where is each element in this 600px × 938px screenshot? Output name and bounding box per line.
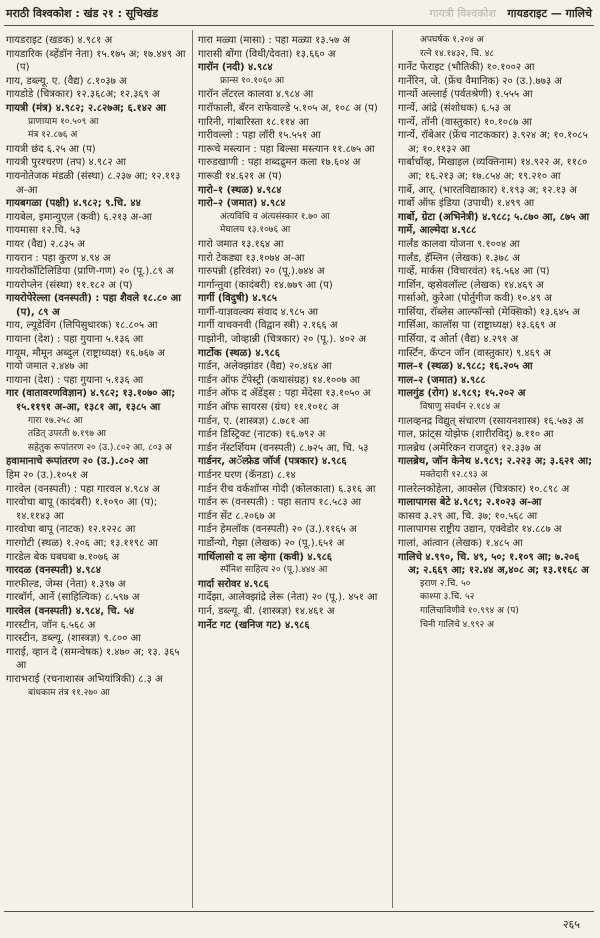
index-entry: गालब्रेथ, जॉन केनेथ ४.९८९; २.२२३ अ; ३.६२१ आ;	[398, 456, 593, 468]
index-entry: गारूचे मस्त्यान : पहा बिल्सा मस्त्यान ११.८७५ आ	[198, 143, 375, 155]
index-entry: गार्न्ये, तॉनी (वास्तुकार) १०.१०८७ आ	[398, 116, 532, 128]
index-subentry: इराण २.चि. ५०	[420, 578, 471, 589]
index-entry: गार्न, डब्ल्यू. बी. (शास्त्रज्ञ) १४.४६१ अ	[198, 605, 335, 617]
footer-rule	[4, 911, 594, 912]
index-entry: गारीवल्लो : पहा लॉरी १५.५५१ आ	[198, 130, 321, 142]
index-entry: गारो–१ (स्थळ) ४.९८४	[198, 184, 282, 196]
index-entry: गालां, आंत्वान (लेखक) १.४८५ आ	[398, 537, 523, 549]
index-entry: गार्नेरिन, जे. (फ्रेंच वैमानिक) २० (उ.).७७३ अ	[398, 75, 562, 87]
index-subentry: तडित् उपरती ७.१९७ आ	[28, 429, 106, 440]
index-entry: गायडराइट (खडक) ४.९८१ अ	[6, 35, 113, 46]
index-entry: गार (वातावरणविज्ञान) ४.९८२; १३.१०७० आ; १५.११९१ अ-आ, १३८१ आ, १३८५ आ	[6, 388, 176, 414]
index-entry: गारदळ (वनस्पती) ४.९८४	[6, 565, 101, 577]
index-entry: गार्न्यो अल्लाई (पर्वतश्रेणी) १.५५५ आ	[398, 89, 533, 101]
index-entry: गार्डन नॅस्टर्शियम (वनस्पती) ८.७२५ आ, चि. ५३	[198, 442, 369, 454]
index-entry: गार्सिया, द ओर्ता (वैद्य) ४.२९१ अ	[398, 334, 519, 346]
index-entry: गारो–२ (जमात) ४.९८४	[198, 198, 286, 210]
index-entry: गार्डन डिस्ट्रिक्ट (नाटक) १६.७९२ अ	[198, 429, 326, 441]
index-subentry: मक्तेदारी १२.८९३ अ	[420, 470, 488, 480]
index-entry: गार्डन ऑफ सायरस (ग्रंथ) ११.१०१८ अ	[198, 402, 339, 414]
index-entry: गारफील्ड, जेम्स (नेता) १.३९७ अ	[6, 578, 126, 590]
index-subentry: स्पॅनिश साहित्य २० (पू.).४४४ आ	[220, 565, 328, 576]
index-entry: गार्डन हेमलॉक (वनस्पती) २० (उ.).११६५ अ	[198, 524, 357, 536]
index-entry: गायो जमात २.४४७ आ	[6, 361, 89, 373]
index-entry: गालिचे ४.९९०, चि. ४९, ५०; १.१०९ आ; ७.२०६ अ; २.६६९ आ; १२.४४ अ,४०८ अ; १३.११६८ अ	[398, 551, 589, 577]
index-entry: गार्न्ये, रॉबेअर (फ्रेंच नाटककार) ३.९२४ अ; १०.१०८५ अ; १०.११३२ आ	[398, 130, 588, 155]
index-entry: गार्गी-याज्ञवल्क्य संवाद ४.९८५ आ	[198, 306, 319, 318]
index-entry: गालब्रेथ (अमेरिकन राजदूत) १२.३३७ अ	[398, 442, 542, 454]
index-entry: गार्गी वाचक्नवी (विद्वान स्त्री) २.१६६ अ	[198, 320, 338, 332]
index-entry: गायडोडे (चित्रकार) १२.३६८अ; १२.३६९ अ	[6, 89, 160, 101]
index-entry: गायाना (देश) : पहा गुयाना ५.१३६ आ	[6, 374, 144, 386]
index-entry: गार्डन, ए. (शास्त्रज्ञ) ८.७८१ आ	[198, 415, 309, 427]
index-entry: गार्डन रू (वनस्पती) : पहा सताप १८.५८३ आ	[198, 497, 361, 509]
page-number: २६५	[562, 918, 580, 931]
index-entry: गारासी बोंगा (विधी/देवता) १३.६६० अ	[198, 48, 336, 60]
index-entry: गार्डन, अलेक्झांडर (वैद्य) २०.४६४ आ	[198, 361, 332, 373]
index-subentry: सहेतुक रूपांतरण २० (उ.).८०२ आ, ८०३ अ	[28, 442, 172, 453]
column-divider-2	[392, 30, 393, 908]
index-entry: गायबेल, इमान्युएल (कवी) ६.२१३ अ-आ	[6, 211, 153, 223]
index-entry: गार्व्हे, मार्कस (विचारवंत) १६.५६४ आ (प)	[398, 266, 550, 278]
index-entry: गायरान : पहा कुरण ४.९४ अ	[6, 252, 111, 264]
index-subentry: रत्ने १४.१४३२, चि. ४८	[420, 48, 495, 59]
index-entry: गारबॉर्ग, आर्ने (साहित्यिक) ८.५९७ अ	[6, 592, 140, 604]
index-entry: गायरोकॉटिलिडिया (प्राणि-गण) २० (पू.).८९ अ	[6, 266, 174, 278]
index-subentry: विषाणु संवर्धन २.१८४ अ	[420, 402, 501, 413]
index-entry: गार्न्ये, आंद्रे (संशोधक) ६.५३ अ	[398, 102, 511, 114]
index-subentry: अपघर्षक १.२०४ अ	[420, 35, 484, 45]
index-entry: गायत्री छंद ६.२५ आ (प)	[6, 143, 96, 155]
index-subentry: काश्मा ३.चि. ५२	[420, 592, 475, 603]
index-entry: गारॉन लॅटरल कालवा ४.९८४ आ	[198, 89, 314, 101]
index-entry: गालापागस राष्ट्रीय उद्यान, एक्वेडोर १४.८८७ अ	[398, 524, 562, 536]
index-entry: गार्डन ऑफ द ॲडेंड्स : पहा मेंदेसा १३.१०५० अ	[198, 388, 371, 400]
index-entry: गार्गी (विदुषी) ४.९८५	[198, 293, 277, 305]
index-column-3	[398, 34, 594, 632]
index-entry: गालरेत्नकोहेला, आक्सेल (चित्रकार) १०.८९८ अ	[398, 483, 570, 495]
index-subentry: चिनी गालिचे ४.९९२ अ	[420, 619, 494, 630]
index-entry: गार्साओ, कुरेआ (पोर्तुगीज कवी) १०.४९ अ	[398, 293, 552, 305]
index-entry: गाय, डब्ल्यू. ए. (वैद्य) ८.१०३७ अ	[6, 75, 127, 87]
index-entry: गार्डनर, अॅल्फ्रेड जॉर्ज (पत्रकार) ४.९८६	[198, 456, 347, 468]
index-entry: गारो जमात १३.१६४ आ	[198, 238, 284, 250]
index-entry: गाल, फ्रांट्स योझेफ (शारीरविद्) ७.११० आ	[398, 429, 554, 441]
index-entry: गायत्री पुरश्चरण (तप) ४.९८२ आ	[6, 157, 126, 169]
index-entry: गारा मळ्या (मासा) : पहा मळ्या १३.५७ अ	[198, 35, 350, 46]
index-entry: गार्डनर घरण (कॅनडा) ८.१४	[198, 470, 296, 481]
header-range: गायडराइट — गालिचे	[507, 7, 592, 20]
index-entry: गार्देझा, आलेक्झांद्रे लेरू (नेता) २० (पू.). ४५१ आ	[198, 592, 378, 604]
index-entry: गारस्टीन, डब्ल्यू. (शास्त्रज्ञ) ९.८०० आ	[6, 633, 141, 645]
index-entry: गारवेल (वनस्पती) : पहा गारवल ४.९८४ अ	[6, 483, 160, 495]
index-entry: गायबगळा (पक्षी) ४.९८२; ९.चि. ४४	[6, 198, 141, 210]
index-entry: गारूडी १४.६२१ अ (प)	[198, 170, 282, 182]
index-subentry: अंत्यविधि व अंत्यसंस्कार १.७० आ	[220, 211, 330, 222]
header-rule	[4, 25, 594, 26]
index-entry: गार्नेट फेराइट (भौतिकी) १०.१००२ आ	[398, 62, 535, 74]
index-subentry: प्राणायाम १०.५०९ आ	[28, 116, 99, 127]
index-subentry: मेघालय १३.१०७६ आ	[220, 225, 291, 236]
index-entry: गायत्री (मंत्र) ४.९८२; २.८२७अ; ६.१४२ आ	[6, 102, 166, 114]
index-entry: गालापागस बेटे ४.९८९; २.१०२३ अ-आ	[398, 497, 542, 509]
index-entry: हवामानाचे रूपांतरण २० (उ.).८०२ आ	[6, 456, 148, 468]
index-entry: गायरोपेरेल्ला (वनस्पती) : पहा शैवले १८.८० आ (प), ८९ अ	[6, 293, 181, 318]
index-entry: गार्मे, आल्मेदा ४.९८८	[398, 225, 477, 237]
index-entry: गार्डन ऑफ टॅपेस्ट्री (कथासंग्रह) १४.१००७ आ	[198, 374, 360, 386]
index-entry: गार्शिन, व्हसेवलॉल्ट (लेखक) १४.४६९ अ	[398, 279, 544, 291]
index-entry: गार्डोन्यो, गेझा (लेखक) २० (पू.).६५१ अ	[198, 537, 345, 549]
index-entry: कासव ३.२९ आ, चि. ३७; १०.५६८ आ	[398, 510, 538, 522]
index-entry: गारुपन्नी (हरिवंश) २० (पू.).७४४ अ	[198, 266, 325, 278]
index-entry: गारॉन (नदी) ४.९८४	[198, 62, 273, 74]
index-entry: गायरोप्लेन (संस्था) ११.१८२ अ (प)	[6, 279, 133, 291]
index-entry: गाय, ल्यूडेविंग (लिपिसुधारक) १८.८०५ आ	[6, 320, 158, 332]
index-entry: गार्सिया, रॉब्लेस आल्फॉन्सो (मेक्सिको) १३.६४५ अ	[398, 306, 580, 318]
index-entry: गाराभराई (रचनाशास्त्र अभियांत्रिकी) ८.३ अ	[6, 673, 163, 685]
index-entry: गार्बो, ग्रेटा (अभिनेत्री) ४.९८८; ५.८७० आ, ८७५ आ	[398, 211, 590, 223]
index-entry: गाल–१ (स्थळ) ४.९८८; १६.२०५ आ	[398, 361, 533, 373]
index-entry: गार्स्टिन, कॅप्टन जॉन (वास्तुकार) ९.४६९ अ	[398, 347, 551, 359]
index-entry: गाल–२ (जमात) ४.९८८	[398, 374, 486, 386]
index-entry: गार्लंड कालवा योजना ९.१००४ आ	[398, 238, 520, 250]
index-entry: गारिनी, गांबारिस्ता १८.११४ आ	[198, 116, 309, 128]
index-entry: गारवेल (वनस्पती) ४.९८४, चि. ५४	[6, 605, 135, 617]
index-entry: हिम २० (उ.).१०५१ अ	[6, 470, 88, 481]
index-subentry: बांधकाम तंत्र ११.२७० आ	[28, 687, 110, 698]
index-entry: गारुडखाणी : पहा शब्दद्रुमन कला १७.६०४ अ	[198, 157, 361, 169]
index-entry: गारगोटी (स्थळ) १.२०६ आ; १३.११९८ आ	[6, 537, 158, 549]
index-entry: गायाना (देश) : पहा गुयाना ५.१३६ आ	[6, 334, 144, 346]
index-subentry: गारा १७.२५८ आ	[28, 415, 83, 426]
index-entry: गार्बो ऑफ इंडिया (उपाधी) १.४९९ आ	[398, 198, 535, 210]
index-entry: गायनोतेजक मंडळी (संस्था) ८.२३७ आ; १२.११३ अ-आ	[6, 170, 181, 196]
index-column-1	[6, 34, 188, 700]
index-entry: गार्गान्तुवा (कादंबरी) १४.७७९ आ (प)	[198, 279, 333, 291]
index-entry: गारो टेकड्या १३.१०७४ अ-आ	[198, 252, 305, 264]
header-right-title	[430, 6, 593, 21]
index-entry: गायमासा १२.चि. ५३	[6, 225, 81, 237]
index-entry: गाराई, व्हान दे (समन्वेषक) १.४७० अ; १३. ३६५ आ	[6, 646, 180, 672]
index-entry: गार्लंड, हॅम्लिन (लेखक) १.३७८ अ	[398, 252, 520, 264]
index-entry: गायूम, मौमून अब्दुल (राष्ट्राध्यक्ष) १६.७६७ अ	[6, 347, 165, 359]
header-ghost-text: गायत्री विश्वकोश	[429, 7, 496, 20]
index-entry: गार्दा सरोवर ४.९८६	[198, 578, 269, 590]
column-divider-1	[192, 30, 193, 908]
index-entry: गालगुंड (रोग) ४.९८९; १५.२०२ अ	[398, 388, 526, 400]
index-entry: गार्थिलासो द ला व्हेगा (कवी) ४.९८६	[198, 551, 332, 563]
index-entry: गारवोचा बापू (कादंबरी) १.१०९० आ (प); १४.११४३ आ	[6, 497, 158, 522]
index-entry: गारॉफाली, बॅरन राफेवाल्डे ५.१०५ अ, १०८ अ (प)	[198, 102, 378, 114]
index-entry: गारवोचा बापू (नाटक) १२.१२२८ आ	[6, 524, 136, 536]
index-entry: गारडेल बेक घबघबा ७.१०७६ अ	[6, 551, 120, 563]
index-entry: गायर (वैद्य) २.८३५ अ	[6, 238, 85, 250]
index-subentry: मंत्र १२.८७६ अ	[28, 130, 78, 141]
index-entry: गालव्हनद्र विद्युत् संचारण (रसायनशास्त्र) १६.५७३ अ	[398, 415, 584, 427]
index-entry: गायडारिक (ब्हेंडॉन नेता) १५.१७५ अ; १७.४४९ आ (प)	[6, 48, 186, 74]
index-subentry: गालिचाविणीवे १०.९९४ अ (प)	[420, 605, 519, 616]
index-entry: गाझोनी, जोव्हान्नी (चित्रकार) २० (पू.). ४०२ अ	[198, 334, 366, 346]
index-entry: गार्टोक (स्थळ) ४.९८६	[198, 347, 280, 359]
index-subentry: फ्रान्स १०.१०६० आ	[220, 75, 285, 86]
index-entry: गार्डन रीच वर्कशॉप्स गोदी (कोलकाता) ६.३१६ आ	[198, 483, 376, 495]
index-entry: गार्डन सेंट ८.२०६७ अ	[198, 510, 276, 522]
header-left-title: मराठी विश्वकोश : खंड २१ : सूचिखंड	[6, 7, 158, 20]
index-entry: गारस्टीन, जॉन ६.५६८ अ	[6, 619, 96, 631]
index-entry: गार्बे, आर्. (भारतविद्याकार) १.१९३ अ; १२.१३ अ	[398, 184, 577, 196]
index-entry: गार्सिआ, कालॉस पा (राष्ट्राध्यक्ष) १३.६६९ अ	[398, 320, 556, 332]
index-column-2	[198, 34, 388, 632]
index-entry: गार्बाचॉव्ह, मिखाइल (व्यक्तिनाम) १४.९२२ अ, ११८० आ; १६.२१३ अ; १७.८५४ अ; १९.२१० आ	[398, 157, 588, 182]
index-entry: गार्नेट गट (खनिज गट) ४.९८६	[198, 619, 310, 631]
